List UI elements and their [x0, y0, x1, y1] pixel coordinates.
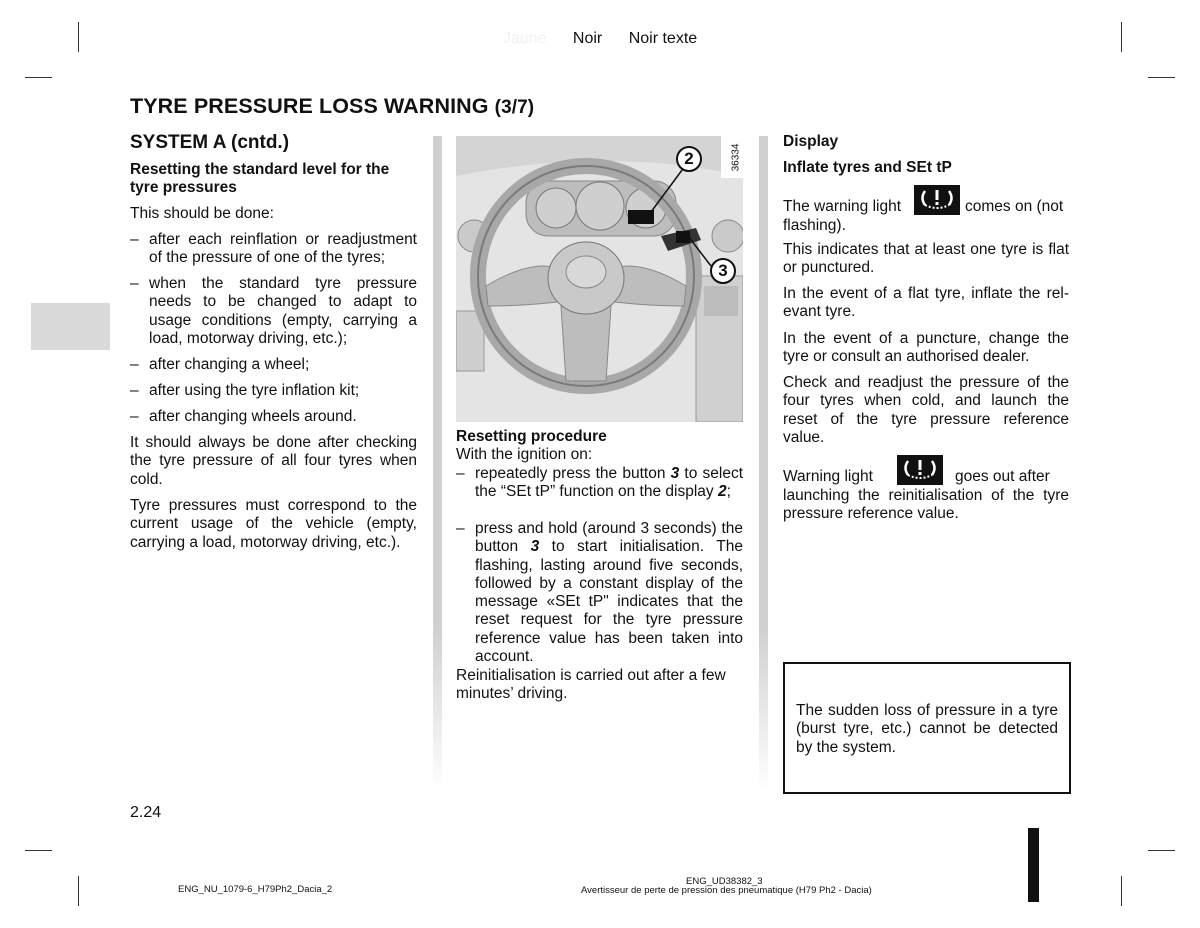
- tyre-pressure-warning-icon: [897, 455, 943, 485]
- warning-light-off-continuation: launching the reinitialisation of the tyre pressure reference value.: [783, 487, 1069, 523]
- section-marker-bar: [1028, 828, 1039, 902]
- crop-mark: [1148, 77, 1175, 78]
- crop-mark: [1121, 876, 1122, 906]
- paragraph: In the event of a flat tyre, inflate the relevant tyre.: [783, 285, 1069, 321]
- callout-3: 3: [710, 258, 736, 284]
- page-number: 2.24: [130, 804, 162, 821]
- color-label-jaune: Jaune: [502, 30, 547, 47]
- procedure-step: – press and hold (around 3 seconds) the button 3 to start initialisation. The flashing, lasting around five seconds, followed by a constant display of the message «SEt tP" indicates that the reset request for the tyre pressure reference value has been taken into account.: [456, 520, 743, 666]
- paragraph: In the event of a puncture, change the tyre or consult an authorised dealer.: [783, 330, 1069, 366]
- paragraph: Tyre pressures must correspond to the current usage of the vehicle (empty, carrying a load, motorway driving, etc.).: [130, 497, 417, 551]
- paragraph: It should always be done after checking the tyre pressure of all four tyres when cold.: [130, 434, 417, 488]
- color-label-noir: Noir: [572, 30, 603, 47]
- list-item-text: after changing a wheel;: [149, 356, 310, 373]
- procedure-intro: With the ignition on:: [456, 446, 593, 463]
- figure-number: 36334: [730, 143, 742, 172]
- page-title-part: (3/7): [494, 97, 535, 118]
- procedure-heading: Resetting procedure: [456, 428, 607, 445]
- section-subheading: Resetting the standard level for the tyre pressures: [130, 161, 390, 197]
- procedure-step: – repeatedly press the button 3 to select the “SEt tP” function on the display 2;: [456, 465, 744, 501]
- list-item: – after changing wheels around.: [130, 408, 417, 426]
- button-ref: 3: [670, 465, 680, 482]
- list-item-text: after changing wheels around.: [149, 408, 357, 425]
- print-color-labels: [0, 30, 1200, 48]
- crop-mark: [1148, 850, 1175, 851]
- note-text: The sudden loss of pressure in a tyre (burst tyre, etc.) cannot be detected by the system.: [796, 702, 1058, 756]
- list-item: – after changing a wheel;: [130, 356, 417, 374]
- inflate-heading: Inflate tyres and SEt tP: [783, 159, 952, 176]
- color-label-noir-texte: Noir texte: [628, 30, 698, 47]
- tyre-pressure-warning-icon: [914, 185, 960, 215]
- note-box: [783, 662, 1071, 794]
- list-item: – when the standard tyre pressure needs to be changed to adapt to usage conditions (empty, carrying a load, motorway driving, etc.);: [130, 275, 417, 347]
- intro-text: This should be done:: [130, 205, 274, 222]
- page-title: [130, 94, 534, 119]
- footer-left: ENG_NU_1079-6_H79Ph2_Dacia_2: [178, 884, 333, 895]
- footer-right-line1: ENG_UD38382_3: [686, 876, 763, 887]
- display-ref: 2: [717, 483, 727, 501]
- list-item-text: when the standard tyre pressure needs to be changed to adapt to usage conditions (empty, carrying a load, motorway driving, etc.);: [149, 275, 417, 347]
- list-item: – after each reinflation or readjustment of the pressure of one of the tyres;: [130, 231, 417, 267]
- button-ref: 3: [530, 538, 540, 556]
- procedure-closing: Reinitialisation is carried out after a few minutes’ driving.: [456, 667, 726, 703]
- list-item-text: after using the tyre inflation kit;: [149, 382, 360, 399]
- steering-wheel-illustration: [456, 136, 743, 422]
- crop-mark: [25, 77, 52, 78]
- paragraph: Check and readjust the pressure of the four tyres when cold, and launch the reset of the tyre pressure reference value.: [783, 374, 1069, 446]
- list-item: – after using the tyre inflation kit;: [130, 382, 417, 400]
- column-divider-2: [759, 136, 768, 792]
- column-divider-1: [433, 136, 442, 792]
- system-heading: SYSTEM A (cntd.): [130, 132, 290, 153]
- page-title-main: TYRE PRESSURE LOSS WARNING: [130, 94, 489, 118]
- crop-mark: [25, 850, 52, 851]
- crop-mark: [78, 876, 79, 906]
- callout-2: 2: [676, 146, 702, 172]
- list-item-text: after each reinflation or readjustment of the pressure of one of the tyres;: [149, 231, 417, 267]
- footer-right-line2: Avertisseur de perte de pression des pneumatique (H79 Ph2 - Dacia): [581, 885, 872, 896]
- chapter-tab: [31, 303, 110, 350]
- paragraph: This indicates that at least one tyre is flat or punctured.: [783, 241, 1069, 277]
- warning-light-on-text: The warning light comes on (not flashing).: [783, 185, 1069, 235]
- warning-light-off-text: Warning light goes out after: [783, 455, 1069, 487]
- display-heading: Display: [783, 133, 839, 150]
